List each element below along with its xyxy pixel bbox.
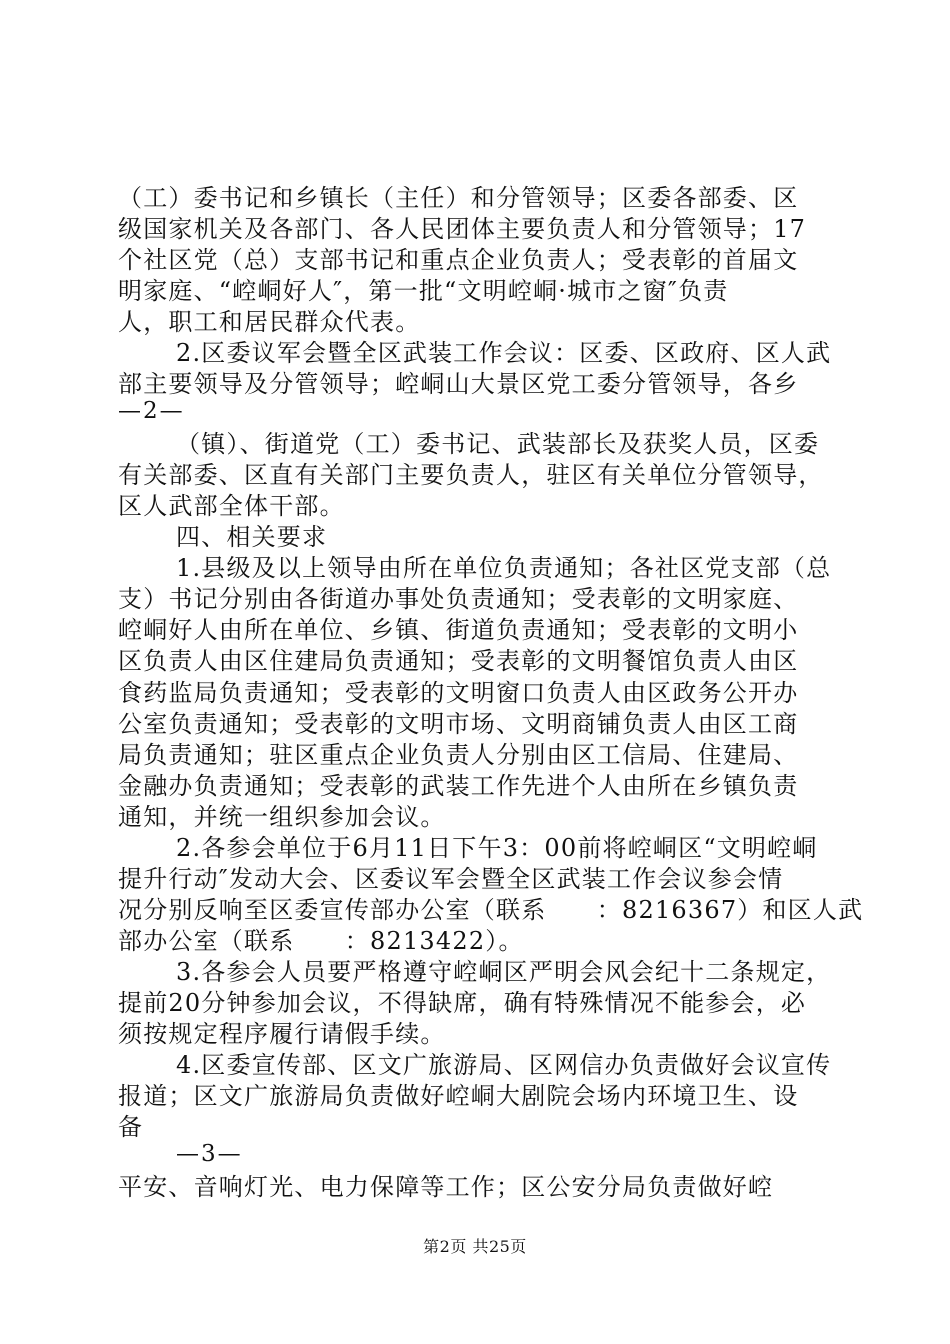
body-line: 2.区委议军会暨全区武装工作会议：区委、区政府、区人武 bbox=[176, 339, 832, 367]
body-line: 3.各参会人员要严格遵守崆峒区严明会风会纪十二条规定， bbox=[176, 958, 832, 986]
body-line: 报道；区文广旅游局负责做好崆峒大剧院会场内环境卫生、设 bbox=[118, 1082, 799, 1110]
body-line: 部办公室（联系 ：8213422）。 bbox=[118, 927, 524, 955]
body-line: 有关部委、区直有关部门主要负责人，驻区有关单位分管领导， bbox=[118, 461, 824, 489]
body-line: 平安、音响灯光、电力保障等工作；区公安分局负责做好崆 bbox=[118, 1173, 774, 1201]
body-line: 4.区委宣传部、区文广旅游局、区网信办负责做好会议宣传 bbox=[176, 1051, 832, 1079]
page-marker: —2— bbox=[118, 398, 185, 424]
body-line: 区人武部全体干部。 bbox=[118, 492, 345, 520]
page-footer: 第2页 共25页 bbox=[423, 1237, 527, 1256]
body-line: 明家庭、“崆峒好人″，第一批“文明崆峒·城市之窗″负责 bbox=[118, 277, 729, 305]
body-line: 2.各参会单位于6月11日下午3：00前将崆峒区“文明崆峒 bbox=[176, 834, 818, 862]
page-marker: —3— bbox=[176, 1141, 243, 1167]
body-line: 公室负责通知；受表彰的文明市场、文明商铺负责人由区工商 bbox=[118, 710, 799, 738]
body-line: 提升行动″发动大会、区委议军会暨全区武装工作会议参会情 bbox=[118, 865, 784, 893]
body-line: 个社区党（总）支部书记和重点企业负责人；受表彰的首届文 bbox=[118, 246, 799, 274]
body-line: 金融办负责通知；受表彰的武装工作先进个人由所在乡镇负责 bbox=[118, 772, 799, 800]
body-line: 食药监局负责通知；受表彰的文明窗口负责人由区政务公开办 bbox=[118, 679, 799, 707]
body-line: 级国家机关及各部门、各人民团体主要负责人和分管领导；17 bbox=[118, 215, 807, 243]
body-line: 况分别反响至区委宣传部办公室（联系 ：8216367）和区人武 bbox=[118, 896, 864, 924]
body-line: 通知，并统一组织参加会议。 bbox=[118, 803, 446, 831]
body-line: 提前20分钟参加会议，不得缺席，确有特殊情况不能参会，必 bbox=[118, 989, 807, 1017]
body-line: 部主要领导及分管领导；崆峒山大景区党工委分管领导，各乡 bbox=[118, 370, 799, 398]
body-line: 备 bbox=[118, 1113, 144, 1141]
body-line: 区负责人由区住建局负责通知；受表彰的文明餐馆负责人由区 bbox=[118, 647, 799, 675]
body-line: 1.县级及以上领导由所在单位负责通知；各社区党支部（总 bbox=[176, 554, 832, 582]
body-line: 人，职工和居民群众代表。 bbox=[118, 308, 421, 336]
body-line: 须按规定程序履行请假手续。 bbox=[118, 1020, 446, 1048]
body-line: 局负责通知；驻区重点企业负责人分别由区工信局、住建局、 bbox=[118, 741, 799, 769]
body-line: 崆峒好人由所在单位、乡镇、街道负责通知；受表彰的文明小 bbox=[118, 616, 799, 644]
section-heading: 四、相关要求 bbox=[176, 523, 328, 551]
body-line: （工）委书记和乡镇长（主任）和分管领导；区委各部委、区 bbox=[118, 184, 799, 212]
body-line: 支）书记分别由各街道办事处负责通知；受表彰的文明家庭、 bbox=[118, 585, 799, 613]
body-line: （镇）、街道党（工）委书记、武装部长及获奖人员，区委 bbox=[176, 430, 820, 458]
